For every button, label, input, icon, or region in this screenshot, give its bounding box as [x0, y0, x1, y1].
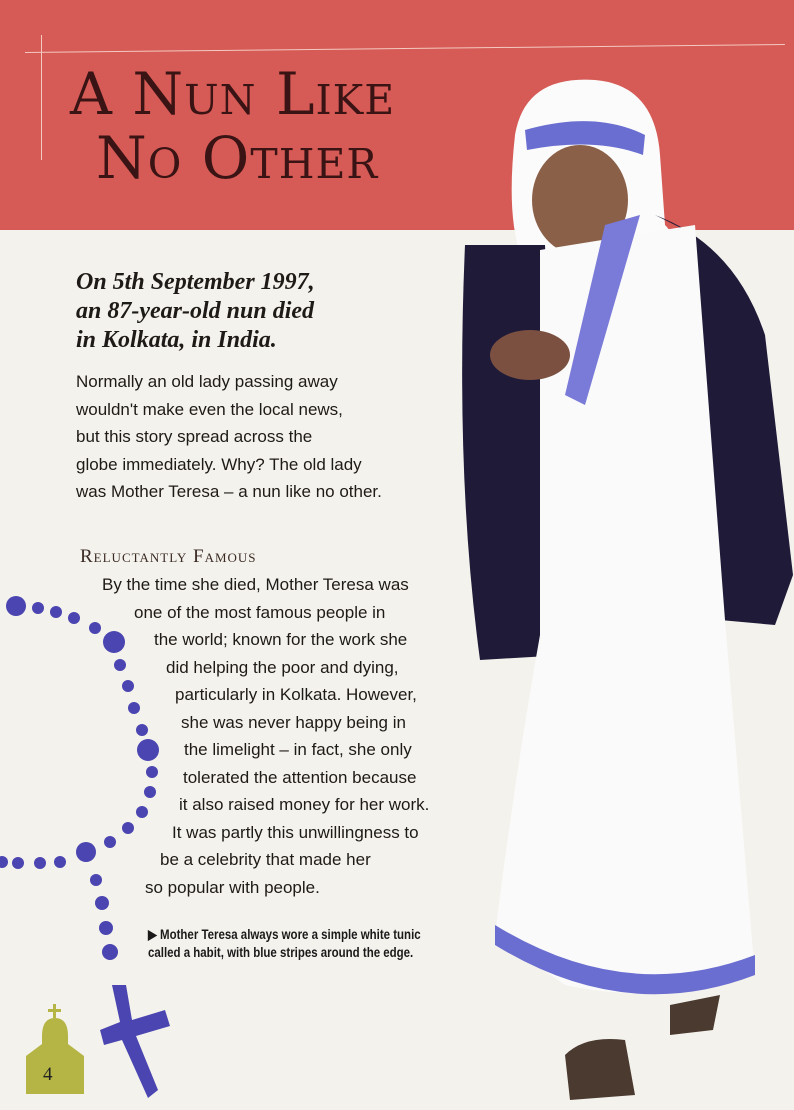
decorative-rule: [41, 35, 42, 160]
title-line: No Other: [96, 124, 379, 192]
text-line: particularly in Kolkata. However,: [175, 685, 417, 704]
page-number-badge: [24, 1004, 86, 1099]
intro-paragraph: [76, 368, 382, 506]
intro-line: On 5th September 1997,: [76, 269, 315, 295]
intro-heading: [76, 268, 315, 355]
text-line: By the time she died, Mother Teresa was: [102, 575, 409, 594]
text-line: the limelight – in fact, she only: [184, 740, 412, 759]
text-line: did helping the poor and dying,: [166, 657, 399, 677]
mother-teresa-photo: [455, 75, 794, 1109]
triangle-marker-icon: ▶: [148, 927, 157, 942]
intro-line: in Kolkata, in India.: [76, 327, 277, 353]
title-line: A Nun Like: [70, 60, 396, 128]
text-line: It was partly this unwillingness to: [172, 822, 419, 842]
text-line: Normally an old lady passing away: [76, 372, 338, 391]
text-line: one of the most famous people in: [134, 602, 386, 622]
caption-line: Mother Teresa always wore a simple white tunic: [160, 927, 421, 942]
text-line: was Mother Teresa – a nun like no other.: [76, 482, 382, 501]
page-number: 4: [43, 1064, 53, 1085]
text-line: she was never happy being in: [181, 712, 406, 732]
page-title: [70, 62, 395, 190]
section-heading: Reluctantly Famous: [80, 546, 257, 567]
text-line: wouldn't make even the local news,: [76, 399, 343, 419]
text-line: it also raised money for her work.: [179, 795, 430, 814]
chapel-icon: [24, 1004, 86, 1094]
photo-caption: [148, 926, 421, 962]
text-line: the world; known for the work she: [154, 630, 408, 649]
text-line: globe immediately. Why? The old lady: [76, 454, 362, 474]
caption-line: called a habit, with blue stripes around the edge.: [148, 945, 414, 960]
text-line: so popular with people.: [145, 877, 320, 897]
text-line: tolerated the attention because: [183, 767, 417, 787]
intro-line: an 87-year-old nun died: [76, 298, 315, 324]
text-line: but this story spread across the: [76, 427, 313, 446]
text-line: be a celebrity that made her: [160, 850, 371, 869]
